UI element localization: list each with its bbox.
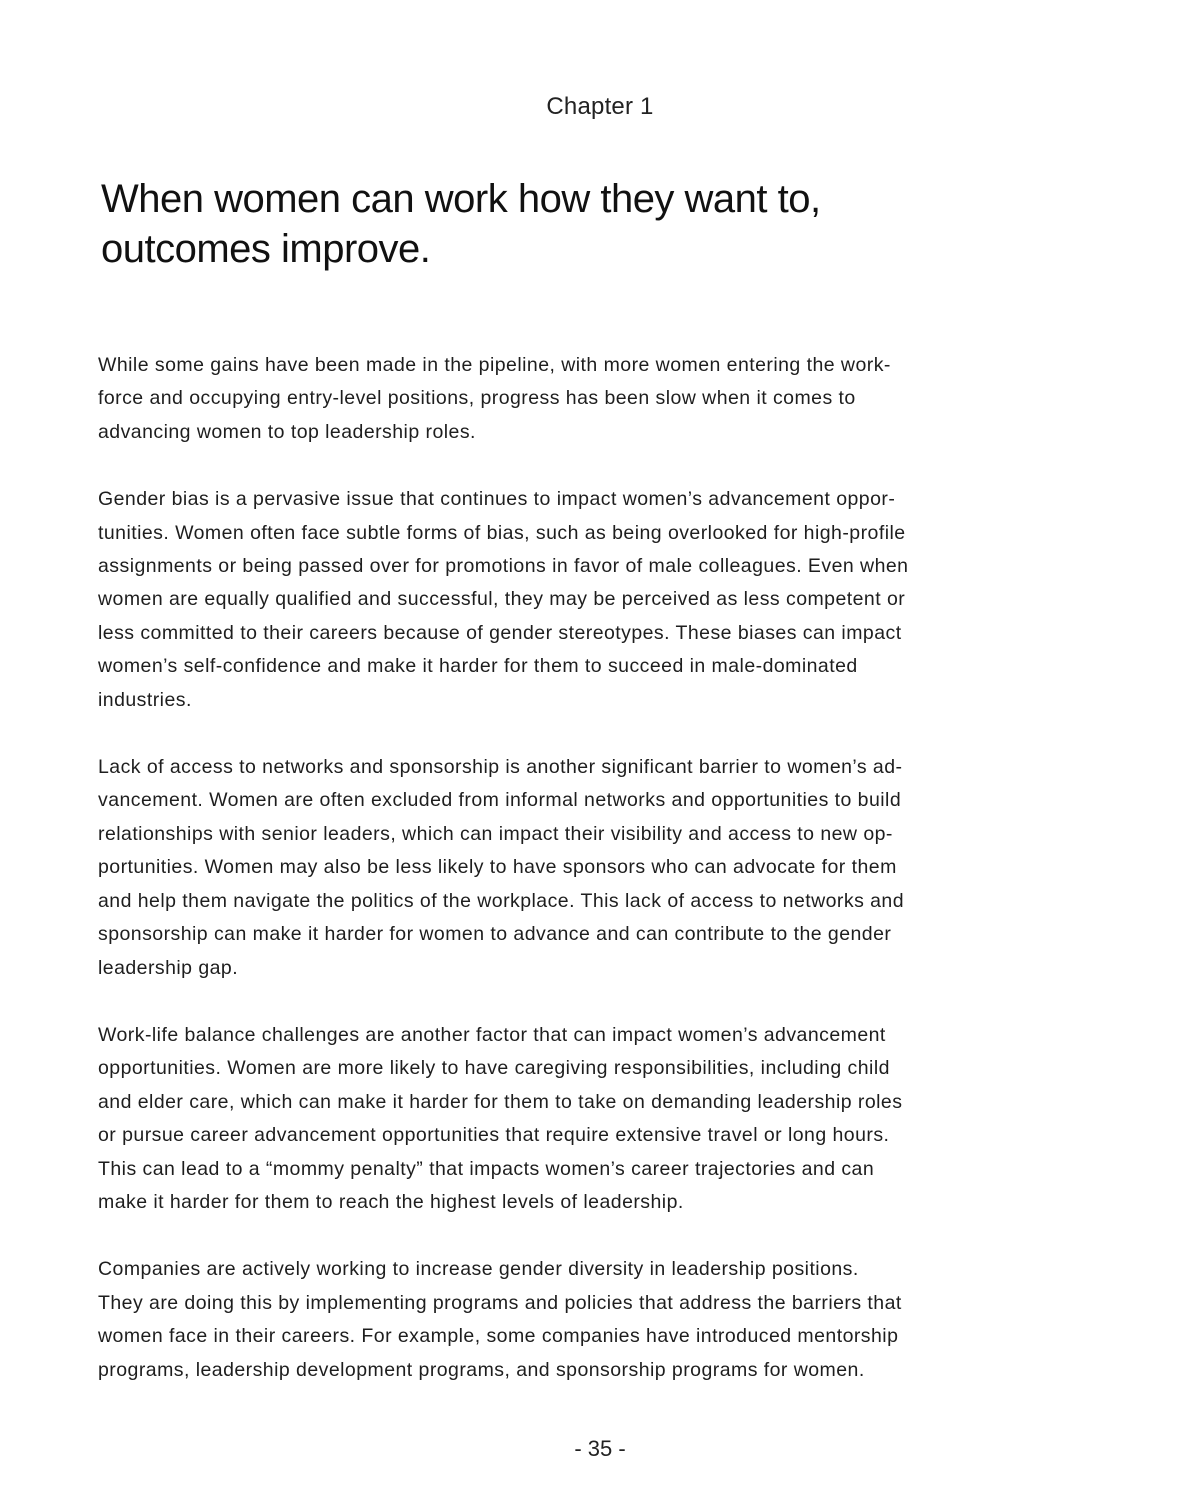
text-line: tunities. Women often face subtle forms of bias, such as being overlooked for high-profile xyxy=(98,521,906,544)
text-line: assignments or being passed over for promotions in favor of male colleagues. Even when xyxy=(98,555,909,578)
text-line: or pursue career advancement opportunities that require extensive travel or long hours. xyxy=(98,1124,890,1147)
headline-line: outcomes improve. xyxy=(101,227,431,271)
text-line: While some gains have been made in the pipeline, with more women entering the work- xyxy=(98,354,891,376)
text-line: programs, leadership development programs, and sponsorship programs for women. xyxy=(98,1358,865,1381)
headline-line: When women can work how they want to, xyxy=(101,177,821,221)
text-line: women face in their careers. For example, some companies have introduced mentorship xyxy=(98,1325,899,1348)
text-line: leadership gap. xyxy=(98,956,239,979)
page-number: - 35 - xyxy=(574,1436,626,1461)
text-line: and elder care, which can make it harder for them to take on demanding leadership roles xyxy=(98,1090,903,1113)
text-line: sponsorship can make it harder for women to advance and can contribute to the gender xyxy=(98,923,892,946)
chapter-headline xyxy=(101,174,1001,274)
text-line: and help them navigate the politics of the workplace. This lack of access to networks and xyxy=(98,889,905,912)
chapter-label: Chapter 1 xyxy=(546,93,654,120)
text-line: They are doing this by implementing programs and policies that address the barriers that xyxy=(98,1291,902,1314)
text-line: Work-life balance challenges are another factor that can impact women’s advancement xyxy=(98,1023,886,1046)
text-line: women’s self-confidence and make it harder for them to succeed in male-dominated xyxy=(98,655,858,678)
text-line: make it harder for them to reach the highest levels of leadership. xyxy=(98,1190,684,1213)
text-line: Lack of access to networks and sponsorship is another significant barrier to women’s ad- xyxy=(98,756,903,779)
text-line: industries. xyxy=(98,688,192,711)
text-line: vancement. Women are often excluded from informal networks and opportunities to build xyxy=(98,789,902,812)
paragraph-pipeline xyxy=(98,349,978,449)
text-line: opportunities. Women are more likely to have caregiving responsibilities, including child xyxy=(98,1057,890,1080)
text-line: women are equally qualified and successful, they may be perceived as less competent or xyxy=(98,588,906,611)
paragraph-companies xyxy=(98,1253,978,1387)
text-line: Gender bias is a pervasive issue that continues to impact women’s advancement oppor- xyxy=(98,488,896,511)
text-line: advancing women to top leadership roles. xyxy=(98,420,476,443)
text-line: portunities. Women may also be less likely to have sponsors who can advocate for them xyxy=(98,856,897,879)
text-line: This can lead to a “mommy penalty” that impacts women’s career trajectories and can xyxy=(98,1157,875,1180)
text-line: Companies are actively working to increase gender diversity in leadership positions. xyxy=(98,1258,859,1281)
text-line: relationships with senior leaders, which can impact their visibility and access to new op- xyxy=(98,822,893,845)
paragraph-work-life xyxy=(98,1019,978,1219)
body-text xyxy=(98,349,978,1421)
paragraph-networks xyxy=(98,751,978,985)
paragraph-gender-bias xyxy=(98,483,978,717)
text-line: less committed to their careers because of gender stereotypes. These biases can impact xyxy=(98,621,902,644)
text-line: force and occupying entry-level positions, progress has been slow when it comes to xyxy=(98,387,856,410)
